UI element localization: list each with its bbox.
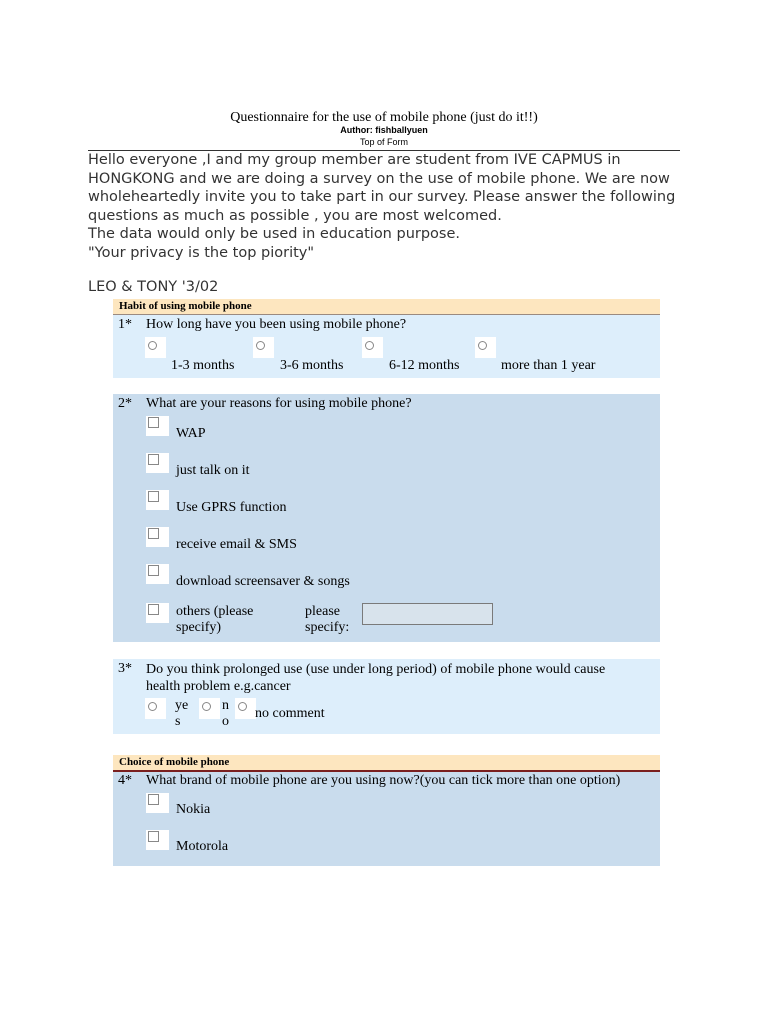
checkbox-icon[interactable] bbox=[148, 831, 159, 842]
q1-option-1-radio-box[interactable] bbox=[145, 337, 166, 358]
top-of-form-label: Top of Form bbox=[359, 137, 408, 147]
q4-nokia-checkbox-box[interactable] bbox=[146, 793, 169, 813]
q2-specify-input[interactable] bbox=[362, 603, 493, 625]
radio-icon[interactable] bbox=[202, 702, 211, 711]
section-heading-choice: Choice of mobile phone bbox=[113, 755, 660, 770]
q3-nocomment-label: no comment bbox=[255, 706, 325, 721]
page-title: Questionnaire for the use of mobile phone (just do it!!) bbox=[230, 110, 538, 125]
q1-option-3-radio-box[interactable] bbox=[362, 337, 383, 358]
q2-others-checkbox-box[interactable] bbox=[146, 603, 169, 623]
q2-option-label: receive email & SMS bbox=[176, 537, 297, 552]
q2-option-label: WAP bbox=[176, 426, 206, 441]
q2-others-label-line2: specify) bbox=[176, 620, 222, 635]
question-2-panel bbox=[113, 394, 660, 642]
q3-yes-radio-box[interactable] bbox=[145, 698, 166, 719]
radio-icon[interactable] bbox=[148, 341, 157, 350]
question-3-text-line2: health problem e.g.cancer bbox=[146, 679, 291, 694]
section-heading-habit: Habit of using mobile phone bbox=[113, 299, 660, 314]
q1-option-label: 3-6 months bbox=[280, 358, 344, 373]
q2-others-label bbox=[176, 604, 253, 636]
intro-paragraph: Hello everyone ,I and my group member are student from IVE CAPMUS in HONGKONG and we are doing a survey on the use of mobile phone. We are now wholeheartedly invite you to take part in our survey. Please answer the following questions as much as possible , you are most welcomed. bbox=[88, 152, 676, 224]
q3-nocomment-radio-box[interactable] bbox=[235, 698, 256, 719]
question-4-panel bbox=[113, 772, 660, 866]
question-2-text: What are your reasons for using mobile phone? bbox=[146, 396, 412, 411]
question-3-panel bbox=[113, 659, 660, 734]
author-line: Author: fishballyuen bbox=[340, 125, 428, 135]
radio-icon[interactable] bbox=[478, 341, 487, 350]
q1-option-label: 1-3 months bbox=[171, 358, 235, 373]
question-1-number: 1* bbox=[118, 317, 132, 332]
signature: LEO & TONY '3/02 bbox=[88, 279, 219, 295]
q2-specify-label bbox=[305, 604, 349, 636]
q2-download-checkbox-box[interactable] bbox=[146, 564, 169, 584]
question-4-number: 4* bbox=[118, 773, 132, 788]
q2-option-label: just talk on it bbox=[176, 463, 250, 478]
intro-privacy-note: "Your privacy is the top piority" bbox=[88, 244, 315, 261]
q3-yes-label-line2: s bbox=[175, 714, 181, 729]
question-1-text: How long have you been using mobile phone? bbox=[146, 317, 407, 332]
q1-option-4-radio-box[interactable] bbox=[475, 337, 496, 358]
checkbox-icon[interactable] bbox=[148, 565, 159, 576]
checkbox-icon[interactable] bbox=[148, 794, 159, 805]
q3-no-label-line2: o bbox=[222, 714, 229, 729]
radio-icon[interactable] bbox=[148, 702, 157, 711]
q3-yes-label bbox=[175, 698, 188, 730]
q4-motorola-checkbox-box[interactable] bbox=[146, 830, 169, 850]
question-2-number: 2* bbox=[118, 396, 132, 411]
intro-data-note: The data would only be used in education purpose. bbox=[88, 226, 461, 243]
q3-no-label bbox=[222, 698, 229, 730]
radio-icon[interactable] bbox=[256, 341, 265, 350]
q4-option-label: Motorola bbox=[176, 839, 229, 854]
q2-gprs-checkbox-box[interactable] bbox=[146, 490, 169, 510]
q2-specify-label-line1: please bbox=[305, 604, 340, 619]
q2-others-label-line1: others (please bbox=[176, 604, 254, 619]
q1-option-label: 6-12 months bbox=[389, 358, 460, 373]
q4-option-label: Nokia bbox=[176, 802, 211, 817]
q1-option-label: more than 1 year bbox=[501, 358, 596, 373]
q2-option-label: download screensaver & songs bbox=[176, 574, 350, 589]
intro-text bbox=[88, 151, 688, 263]
question-3-text bbox=[146, 661, 605, 695]
radio-icon[interactable] bbox=[238, 702, 247, 711]
q3-yes-label-line1: ye bbox=[175, 698, 189, 713]
checkbox-icon[interactable] bbox=[148, 604, 159, 615]
q2-email-checkbox-box[interactable] bbox=[146, 527, 169, 547]
checkbox-icon[interactable] bbox=[148, 417, 159, 428]
question-3-number: 3* bbox=[118, 661, 132, 676]
question-3-text-line1: Do you think prolonged use (use under long period) of mobile phone would cause bbox=[146, 662, 606, 677]
checkbox-icon[interactable] bbox=[148, 528, 159, 539]
q2-wap-checkbox-box[interactable] bbox=[146, 416, 169, 436]
checkbox-icon[interactable] bbox=[148, 454, 159, 465]
question-4-text: What brand of mobile phone are you using now?(you can tick more than one option) bbox=[146, 773, 621, 788]
q2-talk-checkbox-box[interactable] bbox=[146, 453, 169, 473]
q3-no-radio-box[interactable] bbox=[199, 698, 220, 719]
q1-option-2-radio-box[interactable] bbox=[253, 337, 274, 358]
question-1-panel bbox=[113, 315, 660, 378]
q2-option-label: Use GPRS function bbox=[176, 500, 287, 515]
checkbox-icon[interactable] bbox=[148, 491, 159, 502]
radio-icon[interactable] bbox=[365, 341, 374, 350]
q2-specify-label-line2: specify: bbox=[305, 620, 350, 635]
q3-no-label-line1: n bbox=[222, 698, 229, 713]
